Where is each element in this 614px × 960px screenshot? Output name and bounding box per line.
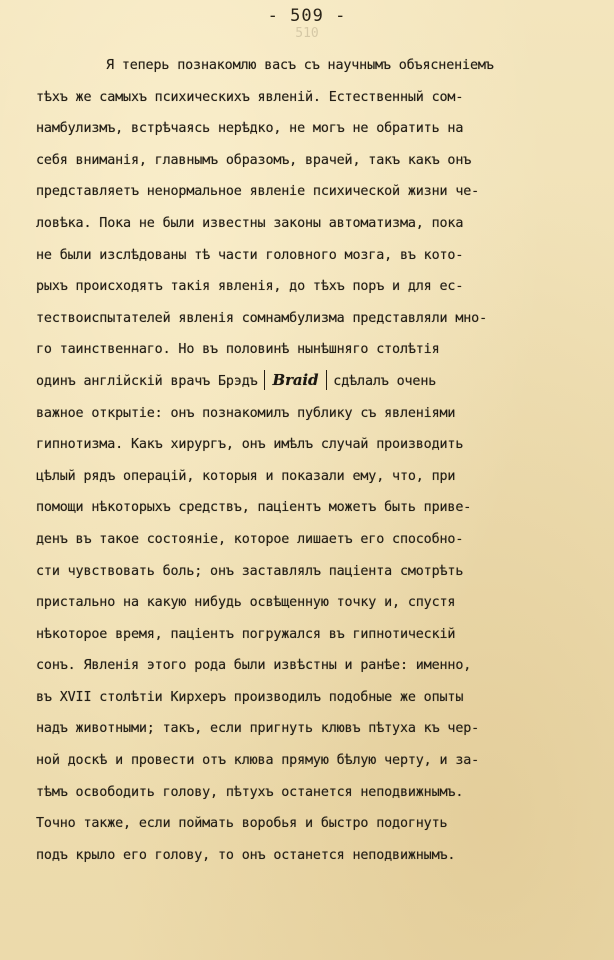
body-text [36, 50, 596, 871]
page-number: - 509 - [267, 6, 347, 26]
text-line: сти чувствовать боль; онъ заставлялъ пацiента смотрѣть [36, 563, 464, 579]
handwritten-insertion: Braid [264, 370, 328, 390]
text-line: тѣмъ освободить голову, пѣтухъ останется неподвижнымъ. [36, 784, 464, 800]
text-line: тествоиспытателей явленiя сомнамбулизма представляли мно- [36, 310, 487, 326]
text-line [36, 366, 596, 398]
text-line: надъ животными; такъ, если пригнуть клювъ пѣтуха къ чер- [36, 721, 480, 737]
text-line: ловѣка. Пока не были известны законы автоматизма, пока [36, 215, 464, 231]
text-line: намбулизмъ, встрѣчаясь нерѣдко, не могъ не обратить на [36, 121, 464, 137]
text-line: гипнотизма. Какъ хирургъ, онъ имѣлъ случай производить [36, 437, 464, 453]
text-line: нѣкоторое время, пацiентъ погружался въ гипнотическiй [36, 626, 456, 642]
text-line: го таинственнаго. Но въ половинѣ нынѣшняго столѣтiя [36, 342, 440, 358]
text-line: представляетъ ненормальное явленiе психической жизни че- [36, 184, 480, 200]
text-line: себя вниманiя, главнымъ образомъ, врачей, такъ какъ онъ [36, 152, 472, 168]
text-line: тѣхъ же самыхъ психическихъ явленiй. Естественный сом- [36, 89, 464, 105]
text-line: Я теперь познакомлю васъ съ научнымъ объясненiемъ [106, 58, 494, 73]
text-line: подъ крыло его голову, то онъ останется неподвижнымъ. [36, 847, 456, 863]
text-line: важное открытiе: онъ познакомилъ публику съ явленiями [36, 405, 456, 421]
text-line: помощи нѣкоторыхъ средствъ, пацiентъ можетъ быть приве- [36, 500, 472, 516]
text-line: сонъ. Явленiя этого рода были извѣстны и ранѣе: именно, [36, 658, 472, 674]
show-through-page-number: 510 [295, 26, 319, 41]
text-line: не были изслѣдованы тѣ части головного мозга, въ кото- [36, 247, 464, 263]
text-line: пристально на какую нибудь освѣщенную точку и, спустя [36, 595, 456, 611]
text-line: рыхъ происходятъ такiя явленiя, до тѣхъ поръ и для ес- [36, 279, 464, 295]
text-segment: одинъ англiйскiй врачъ Брэдъ [36, 373, 258, 389]
text-line: Точно также, если поймать воробья и быстро подогнуть [36, 816, 448, 832]
text-line: ной доскѣ и провести отъ клюва прямую бѣлую черту, и за- [36, 753, 480, 769]
text-line: денъ въ такое состоянiе, которое лишаетъ его способно- [36, 531, 464, 547]
text-segment: сдѣлалъ очень [333, 373, 437, 389]
text-line: цѣлый рядъ операцiй, которыя и показали ему, что, при [36, 468, 456, 484]
text-line: въ XVII столѣтiи Кирхеръ производилъ подобные же опыты [36, 689, 464, 705]
